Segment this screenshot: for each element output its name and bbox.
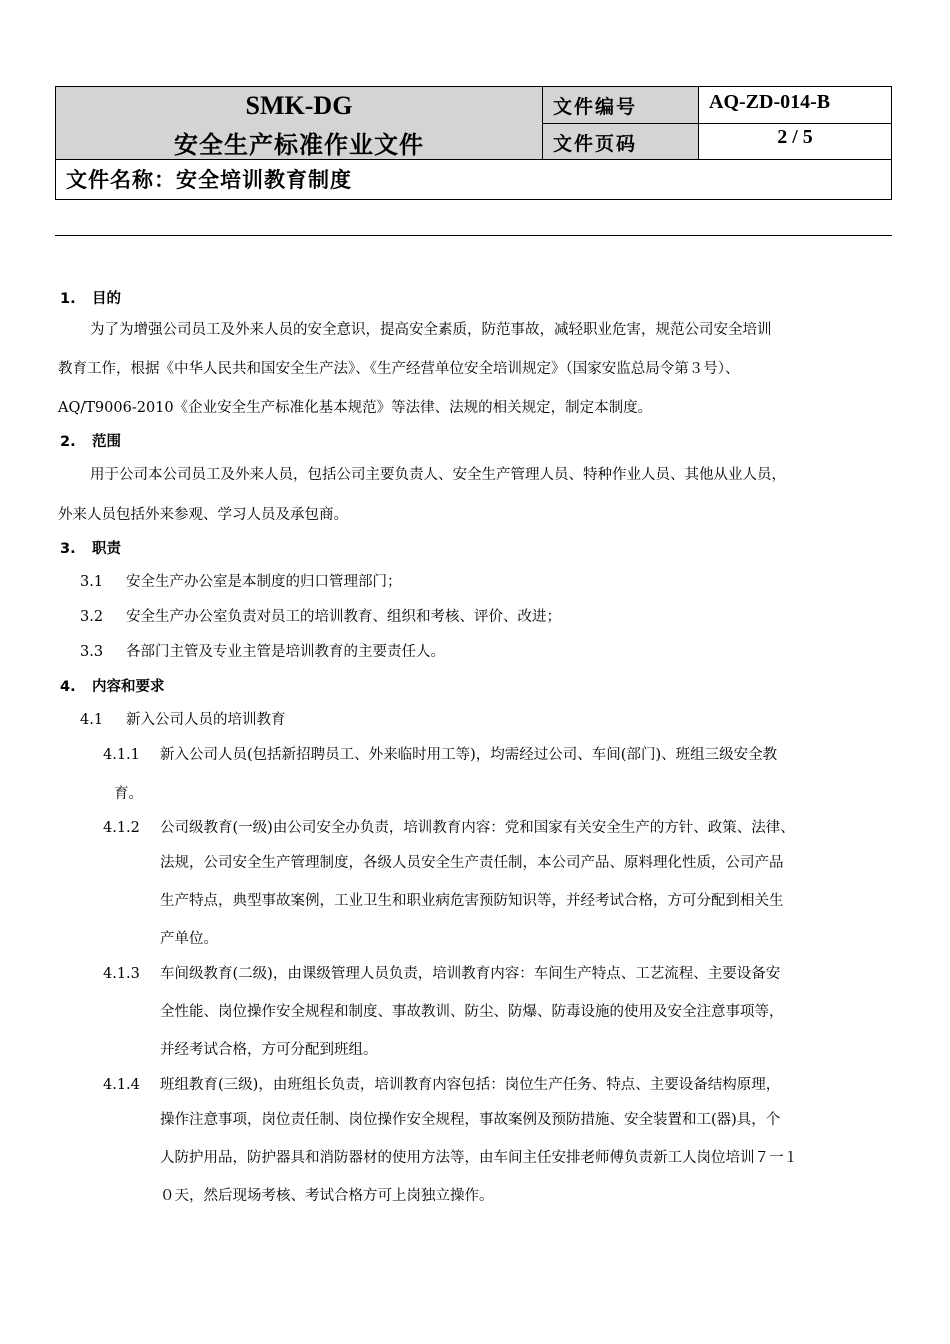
item-line: 人防护用品，防护器具和消防器材的使用方法等，由车间主任安排老师傅负责新工人岗位培训７一１: [160, 1150, 798, 1166]
item-number: 4.1.2: [103, 820, 140, 836]
page-label: 文件页码: [543, 124, 699, 160]
doc-title: 文件名称：安全培训教育制度: [66, 168, 352, 192]
item-line: 并经考试合格，方可分配到班组。: [160, 1042, 378, 1058]
item-line: ０天，然后现场考核、考试合格方可上岗独立操作。: [160, 1188, 494, 1204]
section-3-title: 职责: [92, 541, 121, 557]
item-number: 4.1.4: [103, 1077, 140, 1093]
item-line: 车间级教育(二级)，由课级管理人员负责，培训教育内容：车间生产特点、工艺流程、主要设备安: [160, 966, 781, 982]
item-text: 各部门主管及专业主管是培训教育的主要责任人。: [126, 644, 445, 660]
subsection-title: 新入公司人员的培训教育: [126, 712, 286, 728]
doc-no-label: 文件编号: [543, 87, 699, 124]
section-1-line: 教育工作，根据《中华人民共和国安全生产法》、《生产经营单位安全培训规定》（国家安监总局令第３号）、: [58, 361, 740, 377]
item-line: 生产特点，典型事故案例，工业卫生和职业病危害预防知识等，并经考试合格，方可分配到相关生: [160, 893, 784, 909]
section-3-number: 3.: [60, 541, 76, 557]
item-line: 新入公司人员(包括新招聘员工、外来临时用工等)，均需经过公司、车间(部门)、班组三级安全教: [160, 747, 778, 763]
header-rule: [55, 235, 892, 236]
item-line: 产单位。: [160, 931, 218, 947]
section-2-title: 范围: [92, 434, 121, 450]
item-number: 3.2: [80, 609, 104, 625]
doc-no-value: AQ-ZD-014-B: [699, 87, 891, 124]
item-number: 4.1.3: [103, 966, 140, 982]
item-number: 3.3: [80, 644, 104, 660]
doc-type: 安全生产标准作业文件: [174, 131, 424, 159]
item-number: 4.1.1: [103, 747, 140, 763]
section-4-title: 内容和要求: [92, 679, 165, 695]
section-1-title: 目的: [92, 291, 121, 307]
item-line: 全性能、岗位操作安全规程和制度、事故教训、防尘、防爆、防毒设施的使用及安全注意事项等，: [160, 1004, 784, 1020]
page-value: 2 / 5: [699, 124, 891, 160]
subsection-number: 4.1: [80, 712, 104, 728]
item-line: 育。: [114, 786, 143, 802]
section-1-number: 1.: [60, 291, 76, 307]
section-2-line: 用于公司本公司员工及外来人员，包括公司主要负责人、安全生产管理人员、特种作业人员、其他从业人员，: [90, 467, 786, 483]
section-2-number: 2.: [60, 434, 76, 450]
item-line: 操作注意事项，岗位责任制、岗位操作安全规程，事故案例及预防措施、安全装置和工(器)具，个: [160, 1112, 781, 1128]
item-text: 安全生产办公室负责对员工的培训教育、组织和考核、评价、改进；: [126, 609, 561, 625]
header-table: [55, 86, 892, 200]
company-name: SMK-DG: [245, 91, 353, 120]
section-1-line: 为了为增强公司员工及外来人员的安全意识，提高安全素质，防范事故，减轻职业危害，规范公司安全培训: [90, 322, 772, 338]
section-4-number: 4.: [60, 679, 76, 695]
item-line: 公司级教育(一级)由公司安全办负责，培训教育内容：党和国家有关安全生产的方针、政策、法律、: [160, 820, 795, 836]
item-number: 3.1: [80, 574, 104, 590]
section-2-line: 外来人员包括外来参观、学习人员及承包商。: [58, 507, 348, 523]
item-line: 法规，公司安全生产管理制度，各级人员安全生产责任制，本公司产品、原料理化性质，公司产品: [160, 855, 784, 871]
company-cell: [56, 87, 543, 160]
item-text: 安全生产办公室是本制度的归口管理部门；: [126, 574, 402, 590]
section-1-line: AQ/T9006-2010《企业安全生产标准化基本规范》等法律、法规的相关规定，制定本制度。: [58, 400, 653, 416]
item-line: 班组教育(三级)，由班组长负责，培训教育内容包括：岗位生产任务、特点、主要设备结构原理，: [160, 1077, 781, 1093]
